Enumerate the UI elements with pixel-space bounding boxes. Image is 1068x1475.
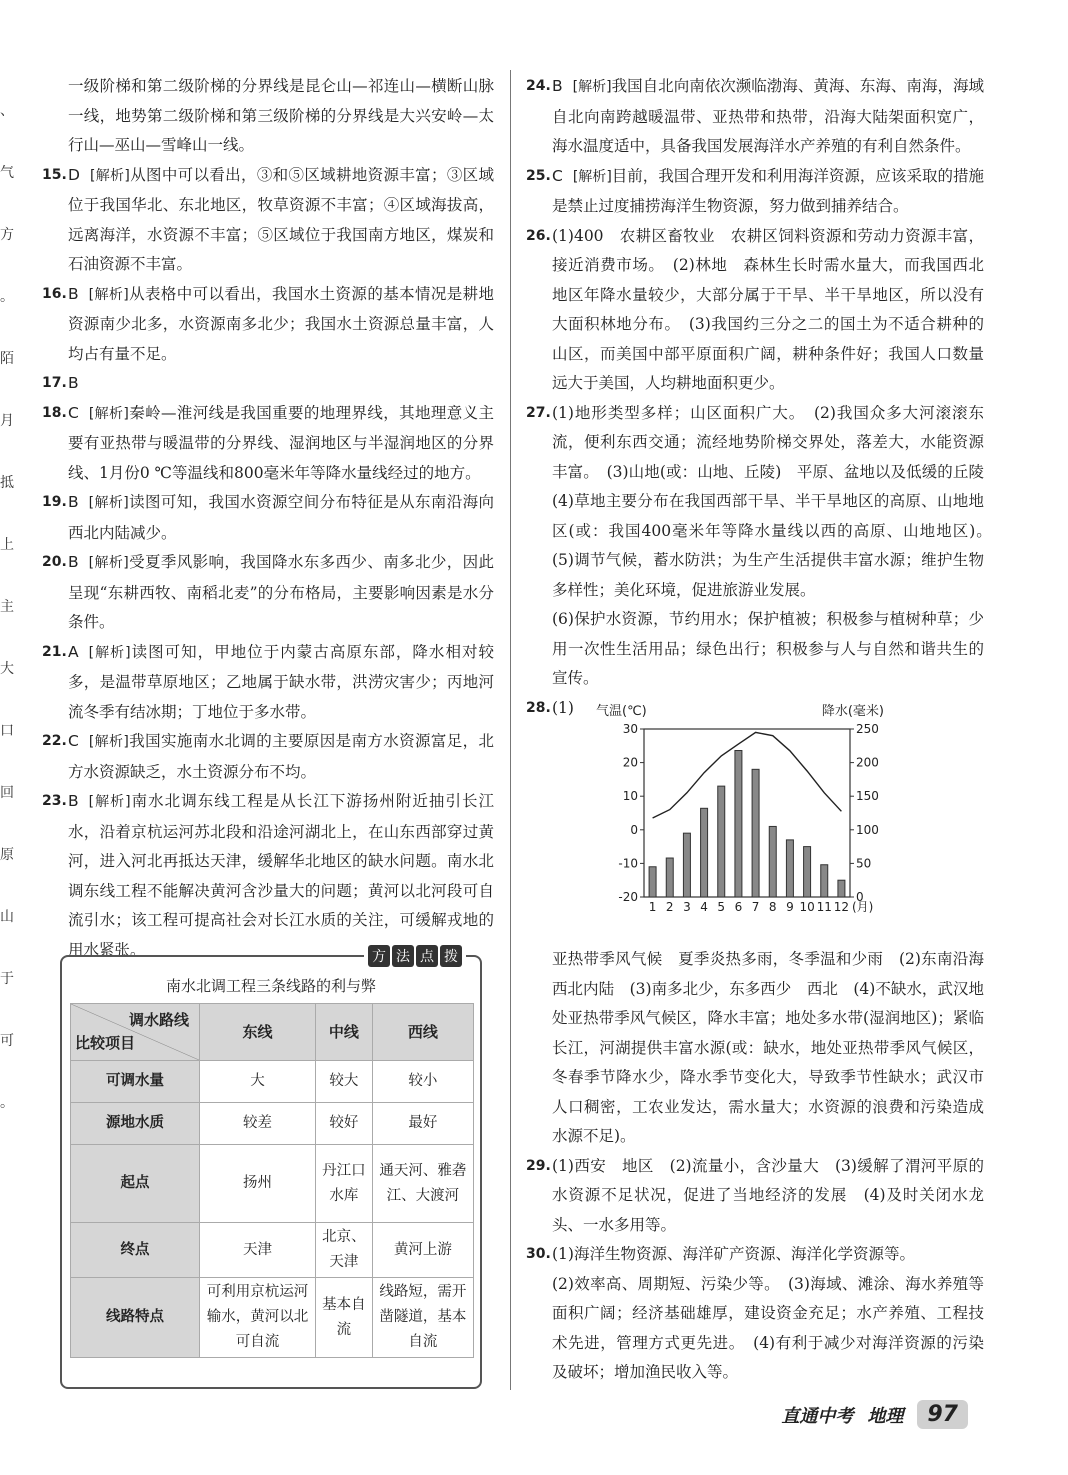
- x-tick-label: 6: [734, 900, 743, 914]
- table-cell: 最好: [372, 1103, 473, 1145]
- question-item: [526, 1240, 984, 1270]
- question-item: [42, 548, 494, 638]
- right-column: [526, 72, 1000, 1388]
- edge-char: 、: [0, 103, 14, 119]
- right-tick-label: 0: [856, 890, 864, 904]
- analysis-tag: [解析]: [572, 79, 612, 95]
- precipitation-bar: [821, 865, 828, 897]
- edge-char: 原: [0, 847, 14, 863]
- question-item: [42, 280, 494, 370]
- answer-text: (1)400 农耕区畜牧业 农耕区饲料资源和劳动力资源丰富，接近消费市场。 (2)林地 森林生长时需水量大，而我国西北地区年降水量较少，大部分属于干旱、半干旱地区，所以没有大面积林地分布。 (3)我国约三分之二的国土为不适合耕种的山区，而美国中部平原面积广阔，耕种条件好；我国人口数量远大于美国，人均耕地面积更少。: [552, 226, 984, 392]
- question-item: [526, 222, 984, 399]
- x-tick-label: 3: [683, 900, 691, 914]
- row-header: 终点: [71, 1223, 200, 1278]
- edge-char: 陌: [0, 351, 14, 367]
- analysis-tag: [解析]: [88, 794, 131, 810]
- answer-choice: B: [68, 374, 79, 392]
- question-number: 15.: [42, 166, 67, 183]
- table-row: [71, 1278, 474, 1358]
- answer-text: 秦岭—淮河线是我国重要的地理界线，其地理意义主要有亚热带与暖温带的分界线、湿润地区与半湿润地区的分界线、1月份0 ℃等温线和800毫米年等降水量线经过的地方。: [68, 403, 494, 482]
- answer-text: (1)海洋生物资源、海洋矿产资源、海洋化学资源等。: [552, 1245, 915, 1263]
- question-number: 28.: [526, 699, 551, 716]
- edge-char: 口: [0, 723, 14, 739]
- right-tick-label: 200: [856, 755, 879, 770]
- column-header: 西线: [372, 1004, 473, 1061]
- column-header: 东线: [200, 1004, 316, 1061]
- page-footer: [781, 1400, 968, 1429]
- x-tick-label: 11: [816, 900, 832, 914]
- box-title: 南水北调工程三条线路的利与弊: [165, 977, 376, 995]
- question-item: [42, 787, 494, 965]
- answer-text: 读图可知，甲地位于内蒙古高原东部，降水相对较多，是温带草原地区；乙地属于缺水带，洪涝灾害少；丙地河流冬季有结冰期；丁地位于多水带。: [68, 642, 494, 721]
- badge-char: 方: [368, 945, 390, 967]
- question-number: 29.: [526, 1157, 551, 1174]
- edge-char: 。: [0, 1095, 14, 1111]
- table-cell: 可利用京杭运河输水，黄河以北可自流: [200, 1278, 316, 1358]
- row-header: 线路特点: [71, 1278, 200, 1358]
- table-row: [71, 1145, 474, 1223]
- answer-text: 南水北调东线工程是从长江下游扬州附近抽引长江水，沿着京杭运河苏北段和沿途河湖北上，在山东西部穿过黄河，进入河北再抵达天津，缓解华北地区的缺水问题。南水北调东线工程不能解决黄河含沙量大的问题；黄河以北河段可自流引水；该工程可提高社会对长江水质的关注，可缓解戎地的用水紧张。: [68, 792, 494, 959]
- answer-choice: C: [68, 732, 79, 750]
- precipitation-bar: [649, 867, 656, 897]
- table-cell: 黄河上游: [372, 1223, 473, 1278]
- question-item: [42, 369, 494, 399]
- question-item: [42, 161, 494, 280]
- edge-char: 可: [0, 1033, 14, 1049]
- answer-choice: B: [68, 792, 79, 810]
- analysis-tag: [解析]: [88, 555, 129, 571]
- answer-choice: B: [68, 284, 79, 303]
- right-tick-label: 50: [856, 856, 872, 871]
- question-item: [526, 72, 984, 162]
- table-cell: 北京、天津: [316, 1223, 373, 1278]
- edge-char: 抵: [0, 475, 14, 491]
- analysis-tag: [解析]: [572, 168, 612, 185]
- edge-char: 于: [0, 971, 14, 987]
- x-tick-label: 1: [648, 900, 657, 914]
- edge-char: 主: [0, 599, 14, 615]
- edge-char: 方: [0, 227, 14, 243]
- left-edge-text: [0, 70, 16, 1395]
- continued-answer: 一级阶梯和第二级阶梯的分界线是昆仑山—祁连山—横断山脉一线，地势第二级阶梯和第三级阶梯的分界线是大兴安岭—太行山—巫山—雪峰山一线。: [68, 77, 494, 154]
- method-tips-box: [60, 949, 482, 1389]
- answer-text: 目前，我国合理开发和利用海洋资源，应该采取的措施是禁止过度捕捞海洋生物资源，努力做到捕养结合。: [552, 166, 984, 215]
- row-header: 起点: [71, 1145, 200, 1223]
- precipitation-bar: [718, 786, 725, 897]
- table-cell: 天津: [200, 1223, 316, 1278]
- question-item: [42, 488, 494, 548]
- question-number: 18.: [42, 404, 67, 421]
- table-row: [71, 1061, 474, 1103]
- precipitation-bar: [752, 769, 759, 897]
- right-tick-label: 250: [856, 722, 879, 736]
- edge-char: 大: [0, 661, 14, 677]
- right-tick-label: 150: [856, 789, 879, 804]
- header-route: 调水路线: [128, 1011, 189, 1029]
- temperature-line: [653, 732, 842, 818]
- edge-char: 山: [0, 909, 14, 925]
- answer-text: 从表格中可以看出，我国水土资源的基本情况是耕地资源南少北多，水资源南多北少；我国水土资源总量丰富，人均占有量不足。: [68, 284, 494, 363]
- table-cell: 较差: [200, 1103, 316, 1145]
- question-item: [526, 162, 984, 222]
- precipitation-bar: [769, 826, 776, 897]
- question-number: 21.: [42, 643, 67, 660]
- table-cell: 丹江口水库: [316, 1145, 373, 1223]
- x-tick-label: 5: [717, 900, 726, 914]
- question-number: 30.: [526, 1246, 551, 1262]
- column-divider: [510, 70, 511, 1390]
- edge-char: 。: [0, 289, 14, 305]
- table-cell: 大: [200, 1061, 316, 1103]
- answer-text: (1)地形类型多样；山区面积广大。 (2)我国众多大河滚滚东流，便利东西交通；流经地势阶梯交界处，落差大，水能资源丰富。 (3)山地(或：山地、丘陵) 平原、盆地以及低缓的丘陵 (4)草地主要分布在我国西部干旱、半干旱地区的高原、山地地区(或：我国400毫米年等降水量线以西的高原、山地地区)。 (5)调节气候，蓄水防洪；为生产生活提供丰富水源；维护生物多样性；美化环境，促进旅游业发展。: [552, 403, 1000, 599]
- right-tick-label: 100: [856, 822, 879, 837]
- table-row: [71, 1103, 474, 1145]
- method-tips-badge: [364, 945, 466, 967]
- table-cell: 扬州: [200, 1145, 316, 1223]
- question-item: [42, 727, 494, 787]
- analysis-tag: [解析]: [88, 644, 131, 661]
- answer-choice: B: [68, 553, 79, 571]
- badge-char: 法: [392, 945, 414, 967]
- answer-choice: B: [552, 77, 563, 95]
- header-item: 比较项目: [75, 1034, 136, 1052]
- q28-answer: 亚热带季风气候 夏季炎热多雨，冬季温和少雨 (2)东南沿海 西北内陆 (3)南多北少，东多西少 西北 (4)不缺水，武汉地处亚热带季风气候区，降水丰富；地处多水带(湿润地区)；紧临长江，河湖提供丰富水源(或：缺水，地处亚热带季风气候区，冬春季节降水少，降水季节变化大，导致季节性缺水；武汉市人口稠密，工农业发达，需水量大；水资源的浪费和污染造成水源不足)。: [552, 950, 1000, 1145]
- question-number: 22.: [42, 733, 67, 749]
- precipitation-bar: [701, 808, 708, 897]
- analysis-tag: [解析]: [88, 405, 129, 422]
- answer-choice: C: [552, 166, 563, 185]
- edge-char: 气: [0, 165, 14, 181]
- analysis-tag: [解析]: [89, 167, 130, 184]
- precipitation-bar: [735, 751, 742, 897]
- question-item: [526, 1152, 984, 1241]
- question-number: 16.: [42, 285, 67, 302]
- row-header: 源地水质: [71, 1103, 200, 1145]
- answer-choice: B: [68, 493, 79, 511]
- precipitation-bar: [683, 833, 690, 897]
- x-tick-label: 7: [751, 900, 760, 914]
- edge-char: 月: [0, 413, 14, 429]
- answer-choice: C: [68, 403, 79, 422]
- question-item: [42, 399, 494, 489]
- page-number: 97: [917, 1400, 968, 1429]
- q27-part6: (6)保护水资源，节约用水；保护植被；积极参与植树种草；少用一次性生活用品；绿色出行；积极参与人与自然和谐共生的宣传。: [552, 610, 984, 687]
- question-item: [42, 638, 494, 728]
- question-number: 17.: [42, 375, 67, 391]
- question-item: [526, 399, 1000, 606]
- table-row: [71, 1223, 474, 1278]
- question-number: 27.: [526, 404, 551, 421]
- precipitation-bar: [786, 840, 793, 897]
- climate-chart: [552, 704, 984, 945]
- answer-text: 我国实施南水北调的主要原因是南方水资源富足，北方水资源缺乏，水土资源分布不均。: [68, 732, 494, 781]
- x-tick-label: 8: [768, 900, 777, 914]
- question-number: 25.: [526, 167, 551, 184]
- table-cell: 较小: [372, 1061, 473, 1103]
- left-tick-label: 10: [622, 789, 638, 804]
- answer-text: 我国自北向南依次濒临渤海、黄海、东海、南海，海域自北向南跨越暖温带、亚热带和热带，沿海大陆架面积宽广，海水温度适中，具备我国发展海洋水产养殖的有利自然条件。: [552, 77, 984, 155]
- row-header: 可调水量: [71, 1061, 200, 1103]
- x-tick-label: 9: [786, 900, 794, 914]
- question-number: 19.: [42, 494, 67, 510]
- table-cell: 线路短，需开凿隧道，基本自流: [372, 1278, 473, 1358]
- badge-char: 点: [416, 945, 438, 967]
- answer-text: 读图可知，我国水资源空间分布特征是从东南沿海向西北内陆减少。: [68, 493, 494, 542]
- edge-char: 上: [0, 537, 14, 553]
- question-number: 24.: [526, 78, 551, 94]
- question-number: 23.: [42, 793, 67, 809]
- plot-frame: [644, 729, 850, 897]
- edge-char: 回: [0, 785, 14, 801]
- question-number: 26.: [526, 227, 551, 244]
- book-title: 直通中考: [781, 1405, 854, 1427]
- x-tick-label: 12: [833, 900, 850, 914]
- left-tick-label: 20: [622, 755, 638, 770]
- left-axis-label: 气温(℃): [596, 704, 647, 719]
- answer-text: (1)西安 地区 (2)流量小，含沙量大 (3)缓解了渭河平原的水资源不足状况，促进了当地经济的发展 (4)及时关闭水龙头、一水多用等。: [552, 1156, 984, 1234]
- left-tick-label: -10: [618, 856, 638, 871]
- x-unit-label: (月): [852, 900, 874, 914]
- answer-text: 受夏季风影响，我国降水东多西少、南多北少，因此呈现“东耕西牧、南稻北麦”的分布格局，主要影响因素是水分条件。: [68, 553, 494, 631]
- precipitation-bar: [666, 858, 673, 897]
- left-column: [42, 72, 494, 965]
- precipitation-bar: [804, 847, 811, 897]
- subject: 地理: [867, 1405, 904, 1427]
- table-cell: 通天河、雅砻江、大渡河: [372, 1145, 473, 1223]
- table-cell: 较大: [316, 1061, 373, 1103]
- diagonal-header-cell: [71, 1004, 200, 1061]
- sub-part: (1): [552, 698, 574, 717]
- analysis-tag: [解析]: [88, 495, 129, 511]
- x-tick-label: 2: [665, 900, 674, 914]
- precipitation-bar: [838, 880, 845, 897]
- left-tick-label: 0: [630, 822, 638, 837]
- table-cell: 基本自流: [316, 1278, 373, 1358]
- answer-choice: D: [68, 165, 80, 184]
- q30-more: (2)效率高、周期短、污染少等。 (3)海域、滩涂、海水养殖等面积广阔；经济基础雄厚，建设资金充足；水产养殖、工程技术先进，管理方式更先进。 (4)有利于减少对海洋资源的污染及破坏；增加渔民收入等。: [552, 1274, 984, 1381]
- right-axis-label: 降水(毫米): [821, 704, 884, 719]
- question-number: 20.: [42, 554, 67, 570]
- answer-choice: A: [68, 642, 79, 661]
- question-28: [526, 694, 984, 946]
- x-tick-label: 4: [700, 900, 708, 914]
- badge-char: 拨: [440, 945, 462, 967]
- analysis-tag: [解析]: [88, 286, 129, 303]
- column-header: 中线: [316, 1004, 373, 1061]
- table-cell: 较好: [316, 1103, 373, 1145]
- analysis-tag: [解析]: [88, 734, 129, 750]
- left-tick-label: -20: [618, 890, 638, 904]
- x-tick-label: 10: [799, 900, 815, 914]
- left-tick-label: 30: [622, 722, 638, 736]
- answer-text: 从图中可以看出，③和⑤区域耕地资源丰富；③区域位于我国华北、东北地区，牧草资源不丰富；④区域海拔高，远离海洋，水资源不丰富；⑤区域位于我国南方地区，煤炭和石油资源不丰富。: [68, 165, 494, 273]
- water-diversion-table: [70, 1003, 474, 1358]
